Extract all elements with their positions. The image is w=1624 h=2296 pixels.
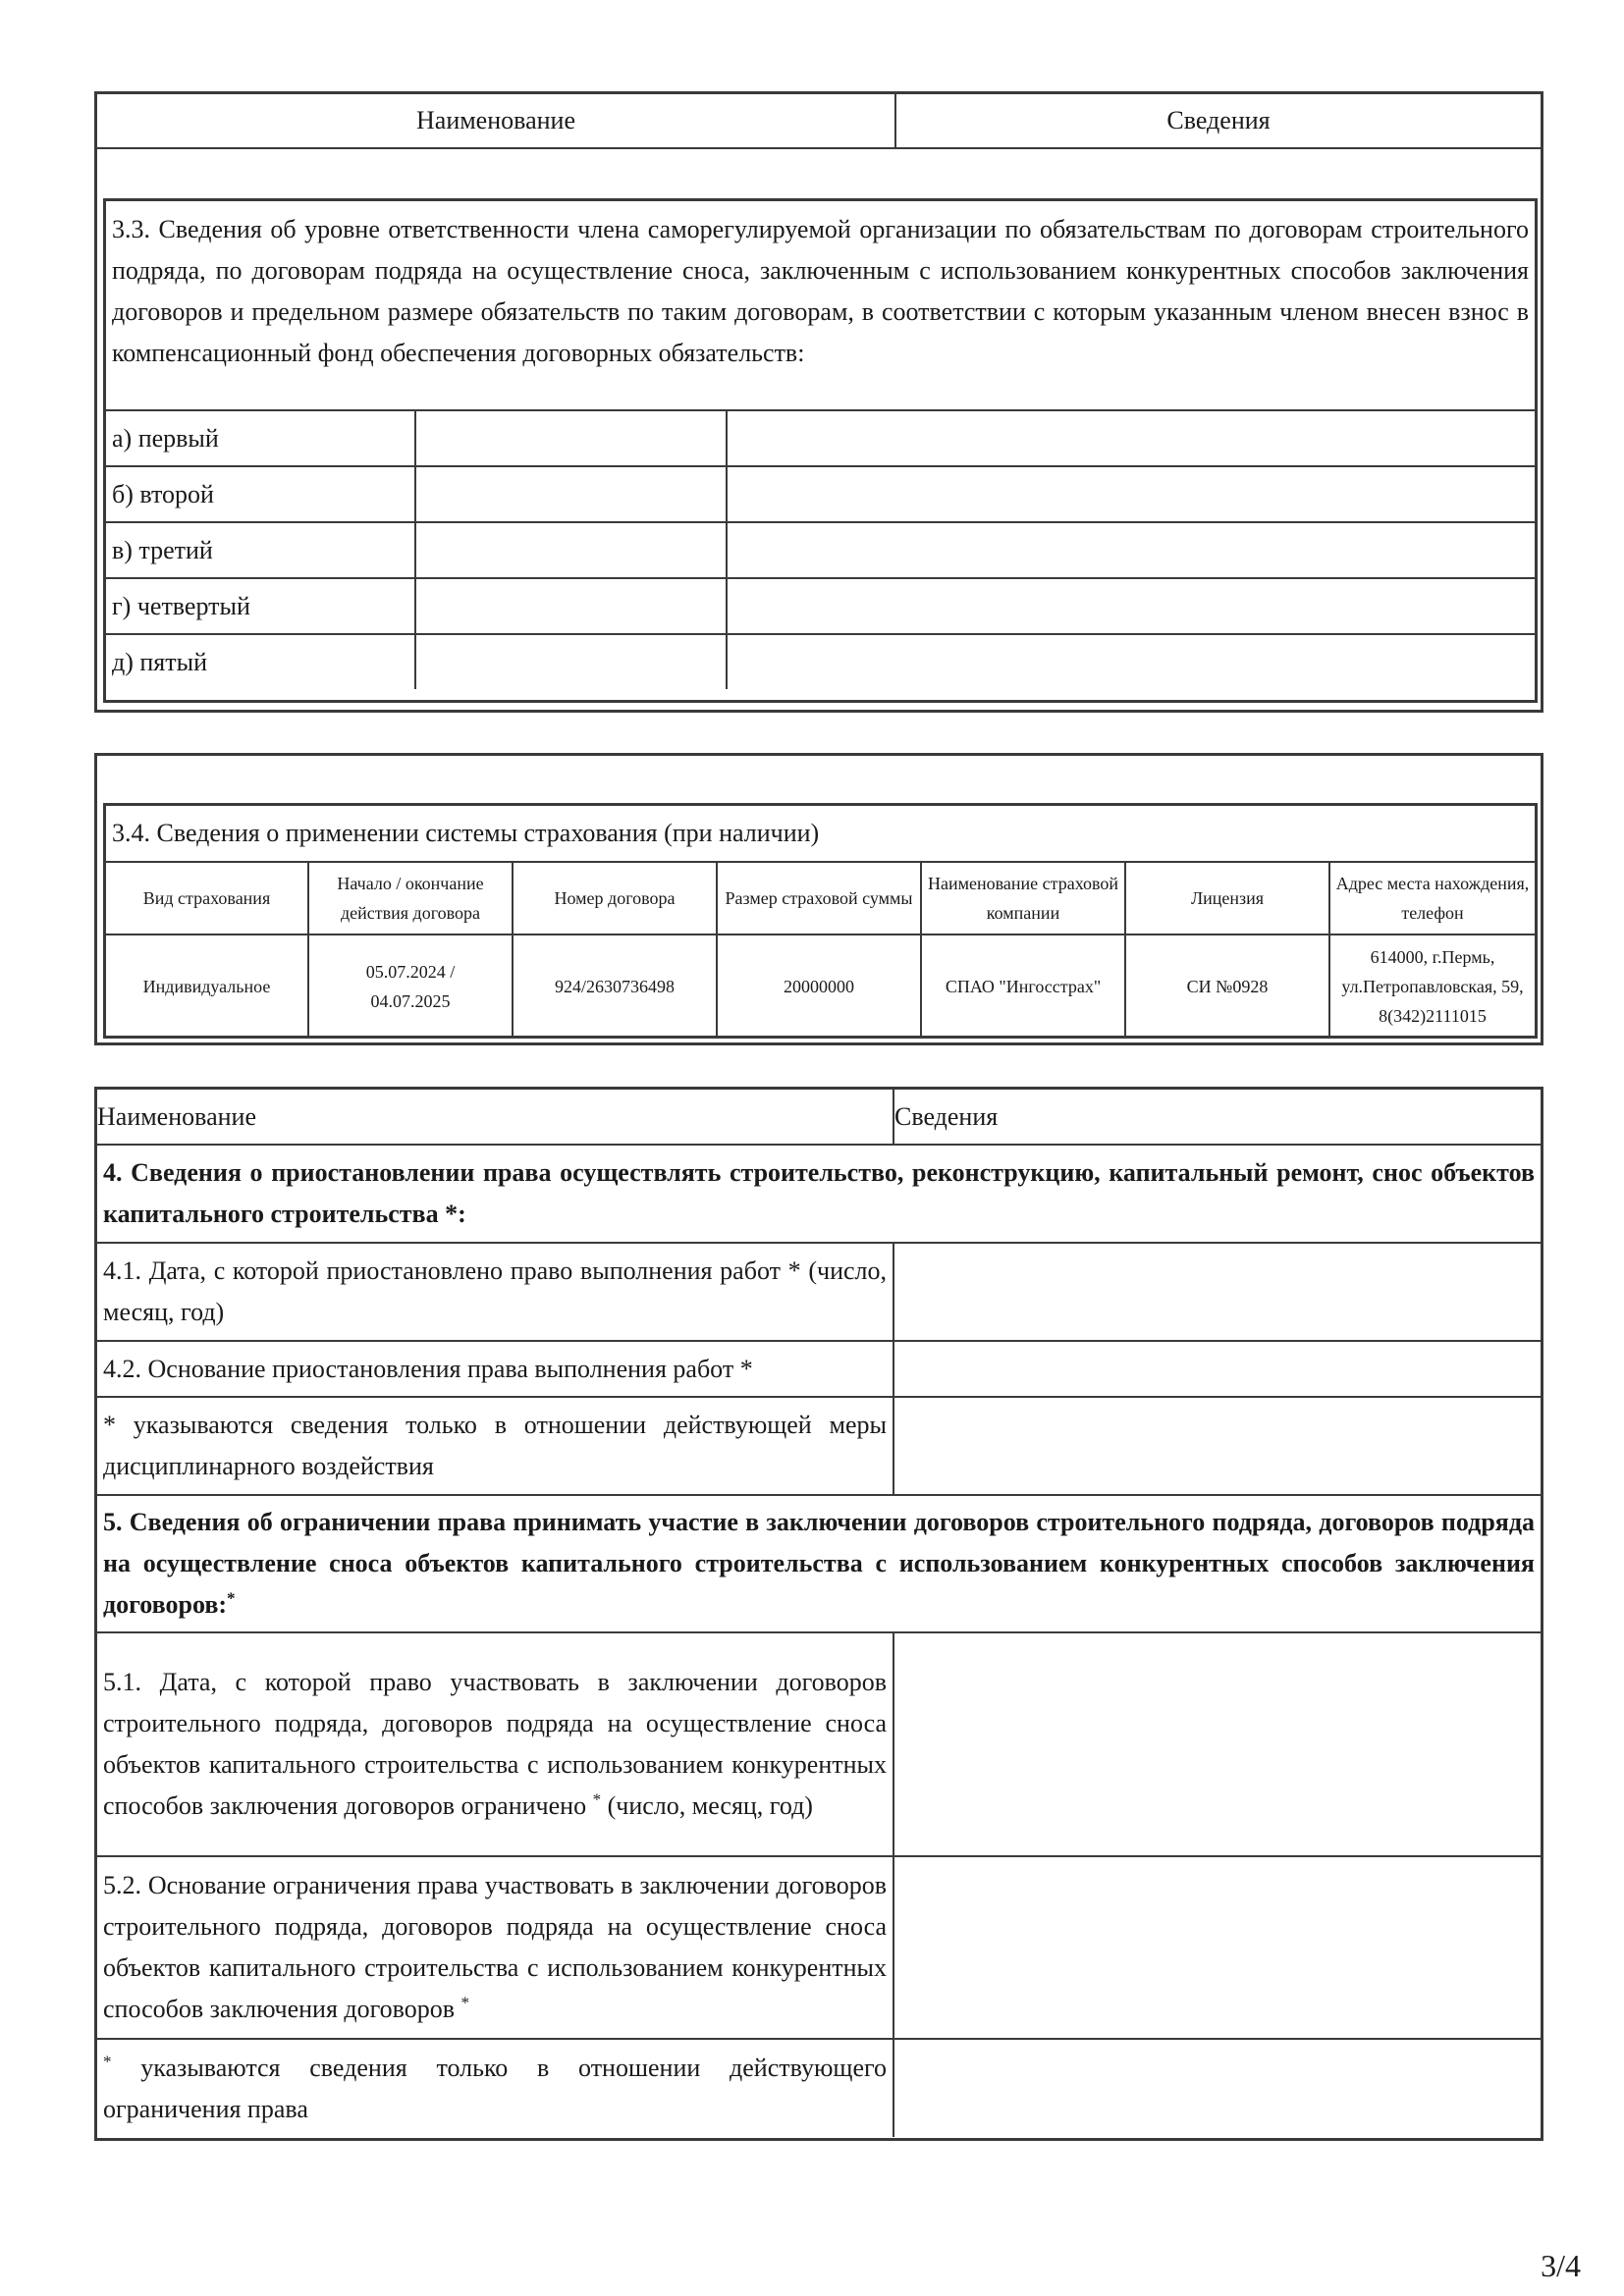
row-5-2-value xyxy=(893,1856,1541,2039)
level-row xyxy=(106,522,1535,578)
footnote-asterisk: * xyxy=(227,1588,236,1608)
levels-table xyxy=(106,409,1535,689)
level-label: г) четвертый xyxy=(106,578,415,634)
level-row xyxy=(106,410,1535,466)
td-address: 614000, г.Пермь, ул.Петропавловская, 59, 8(342)2111015 xyxy=(1329,934,1535,1037)
row-5-note-label xyxy=(97,2039,893,2137)
level-value xyxy=(415,410,727,466)
insurance-table xyxy=(106,861,1535,1037)
level-value xyxy=(415,634,727,689)
level-limit xyxy=(727,578,1535,634)
row-4-1-label: 4.1. Дата, с которой приостановлено право выполнения работ * (число, месяц, год) xyxy=(97,1243,893,1341)
header-info: Сведения xyxy=(894,1101,999,1131)
level-value xyxy=(415,578,727,634)
td-period: 05.07.2024 / 04.07.2025 xyxy=(308,934,513,1037)
section-3-3-text: 3.3. Сведения об уровне ответственности члена саморегулируемой организации по обязательствам по договорам строительного подряда, по договорам подряда на осуществление сноса, заключенным с использованием конкурентных способов заключения договоров и предельном размере обязательств по таким договорам, в соответствии с которым указанным членом внесен взнос в компенсационный фонд обеспечения договорных обязательств: xyxy=(112,215,1529,367)
insurance-data-row xyxy=(106,934,1535,1037)
th-sum: Размер страховой суммы xyxy=(717,862,921,934)
level-limit xyxy=(727,634,1535,689)
section-4-title: 4. Сведения о приостановлении права осуществлять строительство, реконструкцию, капитальный ремонт, снос объектов капитального строительства *: xyxy=(97,1145,1541,1243)
row-4-note-label: * указываются сведения только в отношении действующей меры дисциплинарного воздействия xyxy=(97,1397,893,1495)
th-company: Наименование страховой компании xyxy=(921,862,1125,934)
td-license: СИ №0928 xyxy=(1125,934,1329,1037)
row-5-2-label xyxy=(97,1856,893,2039)
td-type: Индивидуальное xyxy=(106,934,308,1037)
header-info: Сведения xyxy=(1166,106,1271,134)
restrictions-table xyxy=(97,1090,1541,2137)
row-4-note xyxy=(97,1397,1541,1495)
th-number: Номер договора xyxy=(513,862,717,934)
th-period: Начало / окончание действия договора xyxy=(308,862,513,934)
table-liability xyxy=(94,91,1543,713)
th-type: Вид страхования xyxy=(106,862,308,934)
row-5-1 xyxy=(97,1632,1541,1856)
row-5-1-date-hint: (число, месяц, год) xyxy=(607,1791,813,1820)
level-value xyxy=(415,522,727,578)
level-value xyxy=(415,466,727,522)
footnote-asterisk: * xyxy=(103,2051,112,2070)
row-4-1 xyxy=(97,1243,1541,1341)
section-5-title xyxy=(97,1495,1541,1632)
row-5-2 xyxy=(97,1856,1541,2039)
table-header xyxy=(97,94,1541,149)
section-4-row xyxy=(97,1145,1541,1243)
level-label: б) второй xyxy=(106,466,415,522)
section-5-title-text: 5. Сведения об ограничении права принимать участие в заключении договоров строительного подряда, договоров подряда на осуществление сноса объектов капитального строительства с использованием конкурентных способов заключения договоров: xyxy=(103,1508,1535,1619)
td-sum: 20000000 xyxy=(717,934,921,1037)
row-5-1-value xyxy=(893,1632,1541,1856)
level-row xyxy=(106,634,1535,689)
row-5-note-text: указываются сведения только в отношении действующего ограничения права xyxy=(103,2053,888,2123)
row-4-2-label: 4.2. Основание приостановления права выполнения работ * xyxy=(97,1341,893,1397)
th-license: Лицензия xyxy=(1125,862,1329,934)
level-limit xyxy=(727,410,1535,466)
row-5-note-value xyxy=(893,2039,1541,2137)
row-4-2 xyxy=(97,1341,1541,1397)
table-header xyxy=(97,1090,1541,1145)
page-number: 3/4 xyxy=(1541,2248,1581,2283)
insurance-header-row xyxy=(106,862,1535,934)
level-limit xyxy=(727,522,1535,578)
section-3-4 xyxy=(103,803,1538,1039)
td-company: СПАО "Ингосстрах" xyxy=(921,934,1125,1037)
level-row xyxy=(106,466,1535,522)
row-5-note xyxy=(97,2039,1541,2137)
level-label: в) третий xyxy=(106,522,415,578)
row-5-2-text: 5.2. Основание ограничения права участвовать в заключении договоров строительного подряда, договоров подряда на осуществление сноса объектов капитального строительства с использованием конкурентных способов заключения договоров xyxy=(103,1871,887,2023)
th-address: Адрес места нахождения, телефон xyxy=(1329,862,1535,934)
row-5-1-text: 5.1. Дата, с которой право участвовать в заключении договоров строительного подряда, договоров подряда на осуществление сноса объектов капитального строительства с использованием конкурентных способов заключения договоров ограничено xyxy=(103,1668,887,1820)
table-insurance xyxy=(94,753,1543,1045)
row-5-1-label xyxy=(97,1632,893,1856)
row-4-2-value xyxy=(893,1341,1541,1397)
footnote-asterisk: * xyxy=(460,1993,470,2012)
row-4-1-value xyxy=(893,1243,1541,1341)
level-row xyxy=(106,578,1535,634)
footnote-asterisk: * xyxy=(592,1789,602,1809)
level-label: д) пятый xyxy=(106,634,415,689)
section-3-4-title: 3.4. Сведения о применении системы страхования (при наличии) xyxy=(112,819,820,847)
level-label: а) первый xyxy=(106,410,415,466)
level-limit xyxy=(727,466,1535,522)
td-number: 924/2630736498 xyxy=(513,934,717,1037)
header-name: Наименование xyxy=(97,94,895,148)
table-restrictions xyxy=(94,1087,1543,2141)
header-name: Наименование xyxy=(97,1090,893,1145)
section-3-3 xyxy=(103,198,1538,703)
section-5-row xyxy=(97,1495,1541,1632)
row-4-note-value xyxy=(893,1397,1541,1495)
